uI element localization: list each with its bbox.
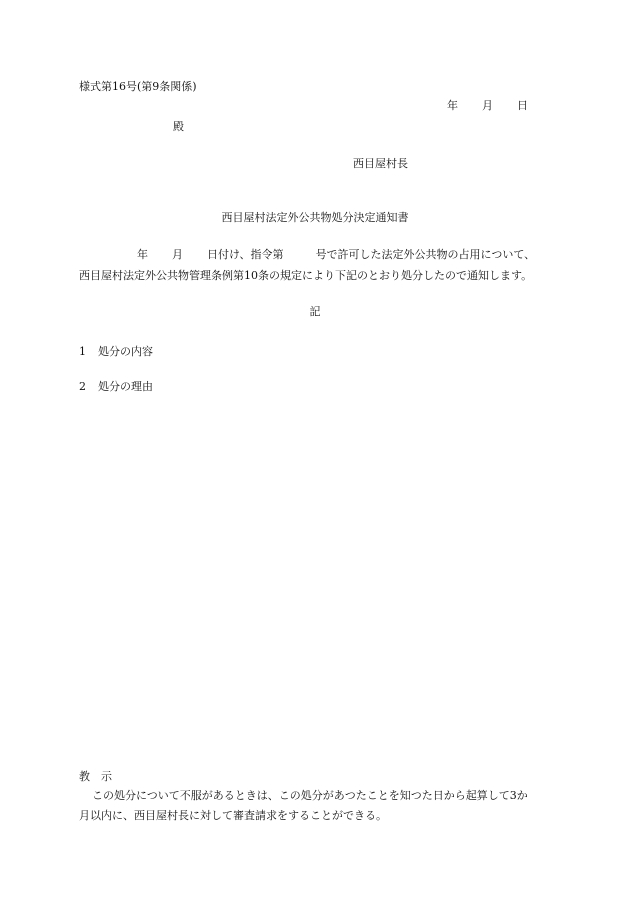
date-line	[447, 99, 528, 112]
item-disposition-reason	[79, 380, 153, 393]
item-label: 処分の理由	[98, 380, 153, 393]
item-disposition-content	[79, 345, 153, 358]
ki-heading: 記	[309, 305, 321, 318]
date-day-label: 日	[517, 99, 528, 112]
date-month-label: 月	[482, 99, 493, 112]
issuer-name: 西目屋村長	[353, 157, 408, 170]
document-title: 西目屋村法定外公共物処分決定通知書	[221, 211, 409, 224]
item-label: 処分の内容	[98, 345, 153, 358]
notice-text-line-1: この処分について不服があるときは、この処分があつたことを知つた日から起算して3か	[92, 789, 528, 802]
date-year-label: 年	[447, 99, 458, 112]
notice-heading: 教示	[79, 770, 123, 783]
body-month-label: 月	[172, 248, 183, 261]
form-number: 様式第16号(第9条関係)	[79, 80, 197, 93]
body-line-2: 西目屋村法定外公共物管理条例第10条の規定により下記のとおり処分したので通知します。	[79, 269, 533, 282]
body-day-suffix: 日付け、指令第	[207, 248, 284, 261]
item-number: 1	[79, 345, 86, 358]
notice-text-line-2: 月以内に、西目屋村長に対して審査請求をすることができる。	[79, 809, 387, 822]
body-number-suffix: 号で許可した法定外公共物の占用について、	[315, 248, 536, 261]
addressee: 殿	[173, 120, 184, 133]
body-year-label: 年	[137, 248, 148, 261]
item-number: 2	[79, 380, 86, 393]
body-line-1	[137, 248, 535, 261]
